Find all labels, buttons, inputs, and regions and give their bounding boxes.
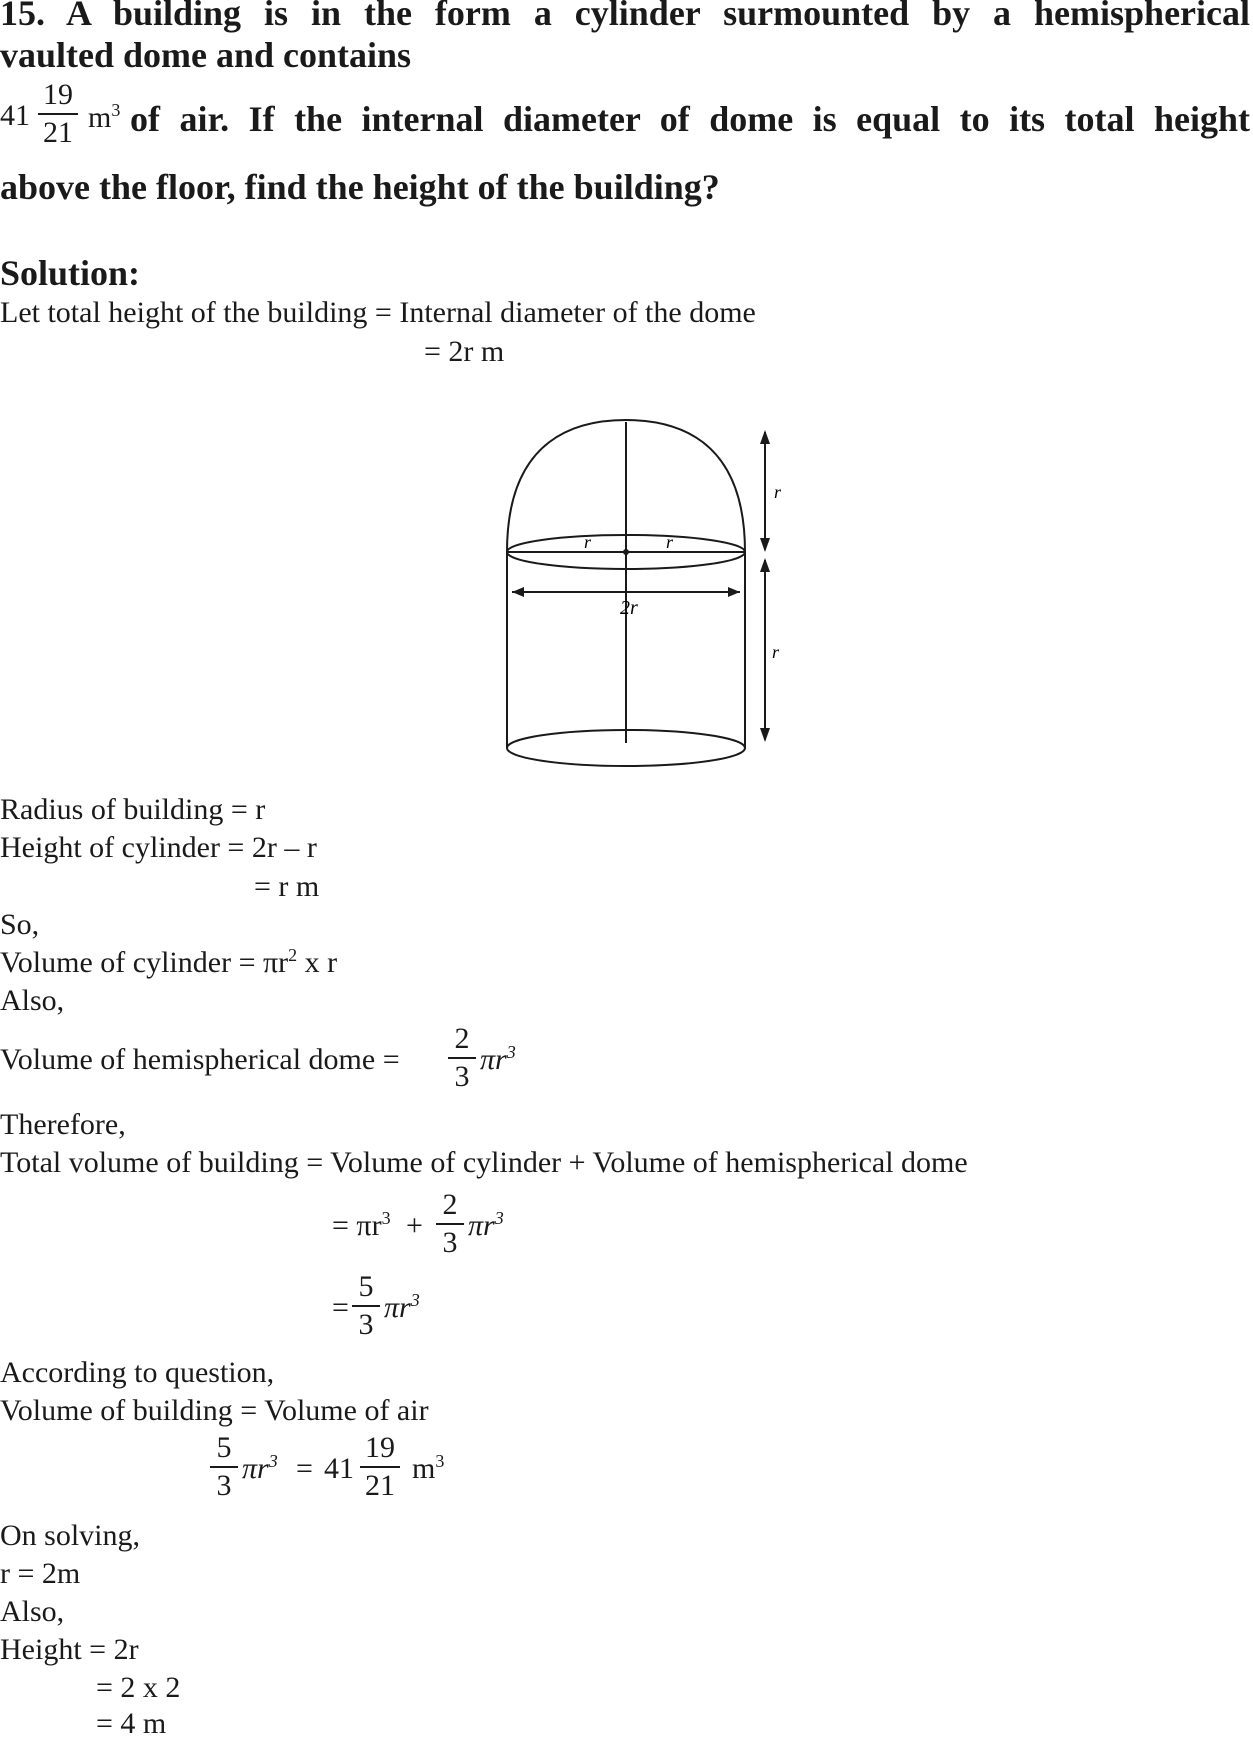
equation-pi-r3: $\pi r^3$ xyxy=(242,1451,278,1485)
solution-line-4: Height of cylinder = 2r – r xyxy=(0,831,317,864)
question-line-2: vaulted dome and contains xyxy=(0,35,412,75)
equation-equals: = xyxy=(296,1452,313,1485)
question-volume-whole: 41 xyxy=(0,99,30,132)
question-text-1: A building is in the form a cylinder surmounted by a hemispherical xyxy=(65,0,1251,33)
solution-line-20: Height = 2r xyxy=(0,1633,139,1666)
arrowhead-up-1 xyxy=(760,430,770,444)
equation-rhs-fraction: 19 21 xyxy=(360,1433,400,1501)
arrowhead-right xyxy=(728,587,740,597)
fraction-denominator: 21 xyxy=(43,116,73,149)
solution-line-3: Radius of building = r xyxy=(0,793,266,826)
equation-rhs-whole: 41 xyxy=(324,1452,354,1485)
label-r-left: r xyxy=(584,532,592,552)
dome-fraction: 2 3 xyxy=(448,1024,476,1092)
equals-sign-13: = xyxy=(332,1291,349,1324)
building-diagram xyxy=(480,410,780,770)
question-number: 15. xyxy=(0,0,45,33)
solution-line-15: Volume of building = Volume of air xyxy=(0,1394,429,1427)
question-line-1 xyxy=(0,0,1250,34)
plus-sign: + xyxy=(406,1209,423,1242)
label-2r: 2r xyxy=(620,597,638,619)
equation-fraction: 5 3 xyxy=(210,1433,238,1501)
solution-line-14: According to question, xyxy=(0,1356,275,1389)
arrowhead-left xyxy=(512,587,524,597)
solution-line-9: Volume of hemispherical dome = xyxy=(0,1043,400,1076)
solution-line-8: Also, xyxy=(0,984,65,1017)
question-line-3: of air. If the internal diameter of dome is equal to its total height xyxy=(130,99,1250,139)
question-volume-unit: $m^3$ xyxy=(88,100,121,134)
dome-pi-r3: $\pi r^3$ xyxy=(480,1042,516,1076)
solution-line-11: Total volume of building = Volume of cylinder + Volume of hemispherical dome xyxy=(0,1146,968,1179)
solution-line-1: Let total height of the building = Internal diameter of the dome xyxy=(0,296,756,329)
solution-line-7: Volume of cylinder = $\pi r^2$ x r xyxy=(0,945,338,979)
solution-line-17: On solving, xyxy=(0,1519,141,1552)
total-pi-r3: $\pi r^3$ xyxy=(384,1290,420,1324)
solution-line-22: = 4 m xyxy=(96,1707,167,1740)
sum-pi-r3: $\pi r^3$ xyxy=(468,1208,504,1242)
solution-line-5: = r m xyxy=(254,870,320,903)
solution-line-19: Also, xyxy=(0,1595,65,1628)
equation-rhs-unit: $m^3$ xyxy=(412,1451,445,1485)
solution-line-18: r = 2m xyxy=(0,1557,81,1590)
solution-line-2: = 2r m xyxy=(424,335,505,368)
sum-fraction: 2 3 xyxy=(436,1190,464,1258)
label-r-mid: r xyxy=(666,532,674,552)
arrowhead-up-2 xyxy=(760,558,770,572)
label-r-cylinder-height: r xyxy=(772,642,780,662)
question-line-4: above the floor, find the height of the building? xyxy=(0,167,720,207)
solution-line-6: So, xyxy=(0,908,40,941)
label-r-dome-height: r xyxy=(774,482,782,502)
arrowhead-down-2 xyxy=(760,728,770,742)
solution-heading: Solution: xyxy=(0,253,141,293)
solution-line-12: = $\pi r^3$ xyxy=(332,1208,391,1242)
center-point xyxy=(623,549,629,555)
question-volume-fraction xyxy=(38,80,78,148)
solution-line-21: = 2 x 2 xyxy=(96,1671,181,1704)
total-fraction: 5 3 xyxy=(352,1272,380,1340)
fraction-numerator: 19 xyxy=(43,78,73,111)
solution-line-10: Therefore, xyxy=(0,1108,126,1141)
arrowhead-down-1 xyxy=(760,538,770,552)
fraction-bar xyxy=(38,113,78,115)
